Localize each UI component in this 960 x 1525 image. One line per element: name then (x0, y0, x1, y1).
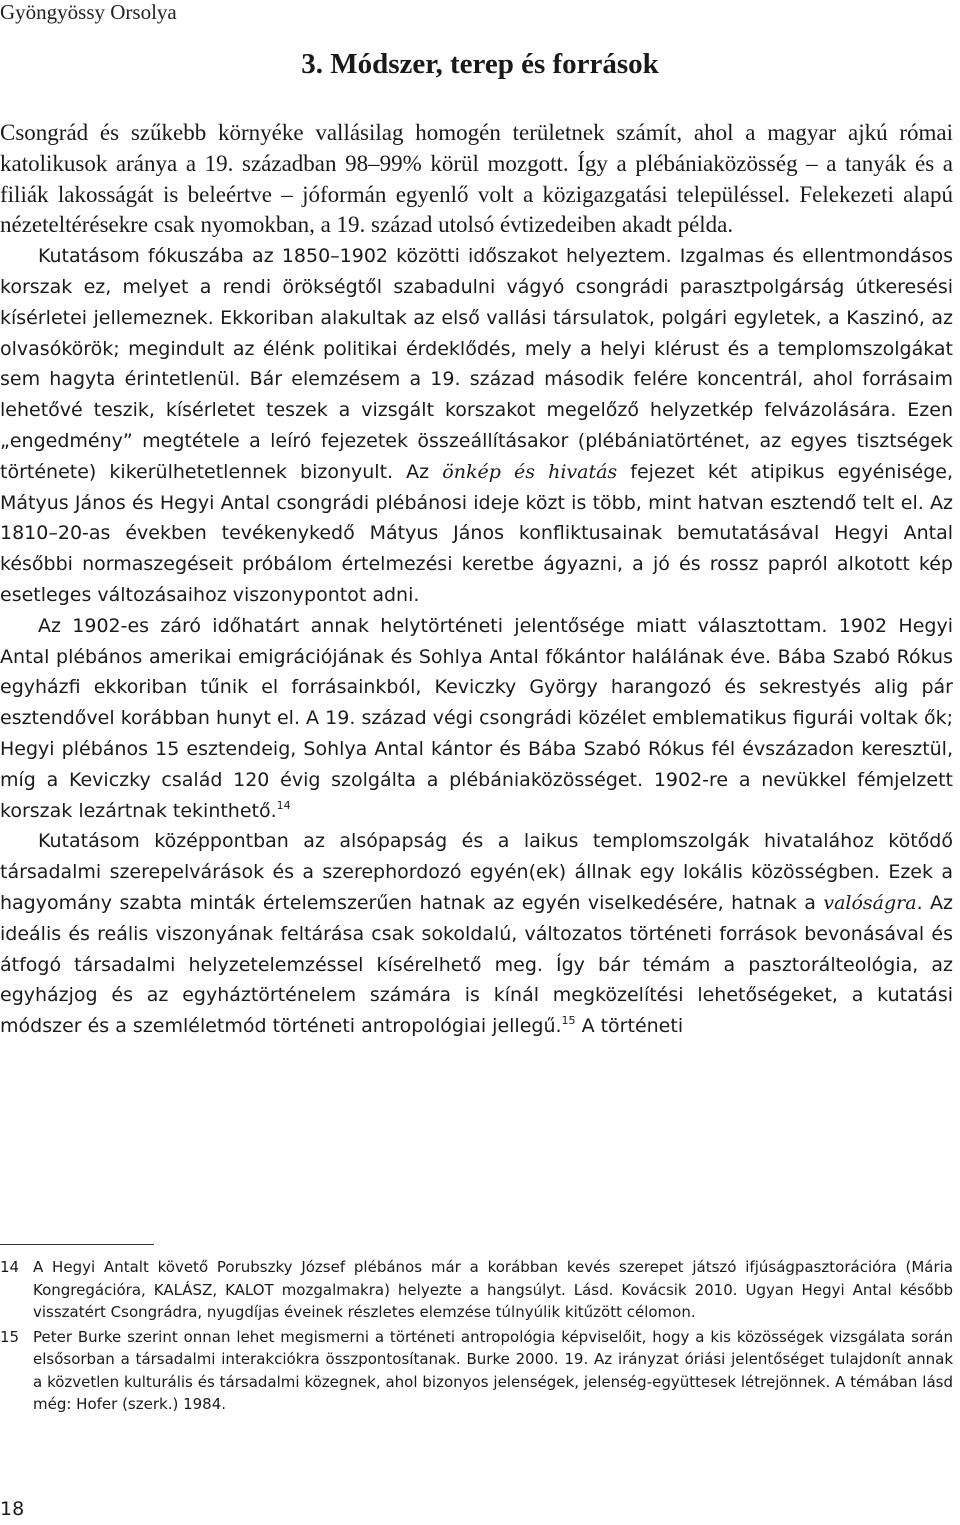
footnote-text: A Hegyi Antalt követő Porubszky József plébános már a korábban kevés szerepet játszó ifjúságpasztorációra (Mária Kongregációra, KALÁSZ, KALOT mozgalmakra) helyezte a hangsúlyt. Lásd. Kovácsik 2010. Ugyan Hegyi Antal később visszatért Csongrádra, nyugdíjas éveinek részletes elemzése túlnyúlik kitűzött célomon. (33, 1258, 953, 1321)
page-number: 18 (0, 1498, 25, 1520)
paragraph-2-italic: önkép és hivatás (442, 460, 618, 483)
footnote-ref-15[interactable]: 15 (561, 1014, 576, 1028)
paragraph-4-tail: A történeti (575, 1015, 684, 1038)
paragraph-3-text: Az 1902-es záró időhatárt annak helytörténeti jelentősége miatt választottam. 1902 Hegyi Antal plébános amerikai emigrációjának és Sohlya Antal főkántor halálának éve. Bába Szabó Rókus egyházfi ekkoriban tűnik el forrásainkból, Keviczky György harangozó és sekrestyés alig pár esztendővel korábban hunyt el. A 19. század végi csongrádi közélet emblematikus figurái voltak ők; Hegyi plébános 15 esztendeig, Sohlya Antal kántor és Bába Szabó Rókus fél évszázadon keresztül, míg a Keviczky család 120 évig szolgálta a plébániaközösséget. 1902-re a nevükkel fémjelzett korszak lezártnak tekinthető. (0, 614, 953, 822)
footnotes (0, 1256, 953, 1418)
footnote-15 (0, 1326, 953, 1416)
footnote-number: 15 (0, 1327, 20, 1346)
paragraph-4 (0, 826, 953, 1042)
paragraph-2-text-a: Kutatásom fókuszába az 1850–1902 közötti időszakot helyeztem. Izgalmas és ellentmondásos korszak ez, melyet a rendi örökségtől szabadulni vágyó csongrádi parasztpolgárság útkeresési kísérletei jellemeznek. Ekkoriban alakultak az első vallási társulatok, polgári egyletek, a Kaszinó, az olvasókörök; megindult az élénk politikai érdeklődés, mely a helyi klérust és a templomszolgákat sem hagyta érintetlenül. Bár elemzésem a 19. század második felére koncentrál, ahol forrásaim lehetővé teszik, kísérletet teszek a vizsgált korszakot megelőző helyzetkép felvázolására. Ezen „engedmény” megtétele a leíró fejezetek összeállításakor (plébániatörténet, az egyes tisztségek története) kikerülhetetlennek bizonyult. Az (0, 245, 953, 483)
footnote-text: Peter Burke szerint onnan lehet megismerni a történeti antropológia képviselőit, hogy a kis közösségek vizsgálata során elsősorban a társadalmi interakciókra összpontosítanak. Burke 2000. 19. Az irányzat óriási jelentőséget tulajdonít annak a közvetlen kulturális és társadalmi közegnek, ahol bizonyos jelenségek, jelenség-együttesek létrejönnek. A témában lásd még: Hofer (szerk.) 1984. (33, 1327, 953, 1413)
paragraph-3 (0, 611, 953, 827)
footnote-number: 14 (0, 1258, 20, 1276)
paragraph-2 (0, 241, 953, 611)
paragraph-4-italic: valóságra (823, 891, 917, 914)
paragraph-2-text-b: fejezet két atipikus egyénisége, Mátyus János és Hegyi Antal csongrádi plébánosi ideje közt is több, mint hatvan esztendő telt el. Az 1810–20-as években tevékenykedő Mátyus János konfliktusainak bemutatásával Hegyi Antal későbbi normaszegéseit próbálom értelmezési keretbe ágyazni, a jó és rossz papról alkotott kép esetleges változásaihoz viszonypontot adni. (0, 460, 953, 606)
footnote-ref-14[interactable]: 14 (276, 798, 291, 812)
section-heading: 3. Módszer, terep és források (301, 48, 659, 80)
paragraph-1: Csongrád és szűkebb környéke vallásilag homogén területnek számít, ahol a magyar ajkú római katolikusok aránya a 19. században 98–99% körül mozgott. Így a plébániaközösség – a tanyák és a filiák lakosságát is beleértve – jóformán egyenlő volt a közigazgatási településsel. Felekezeti alapú nézeteltérésekre csak nyomokban, a 19. század utolsó évtizedeiben akadt példa. (0, 120, 953, 238)
footnote-14 (0, 1256, 953, 1324)
paragraph-4-text-b: . Az ideális és reális viszonyának feltárása csak sokoldalú, változatos történeti források bevonásával és átfogó társadalmi helyzetelemzéssel kísérelhető meg. Így bár témám a pasztorálteológia, az egyházjog és az egyháztörténelem számára is kínál megközelítési lehetőségeket, a kutatási módszer és a szemléletmód történeti antropológiai jellegű. (0, 891, 953, 1038)
running-head-author: Gyöngyössy Orsolya (0, 0, 177, 24)
main-text (0, 118, 953, 1042)
paragraph-4-text-a: Kutatásom középpontban az alsópapság és a laikus templomszolgák hivatalához kötődő társadalmi szerepelvárások és a szerephordozó egyén(ek) állnak egy lokális közösségben. Ezek a hagyomány szabta minták értelemszerűen hatnak az egyén viselkedésére, hatnak a (0, 830, 953, 914)
footnote-separator (0, 1244, 154, 1245)
